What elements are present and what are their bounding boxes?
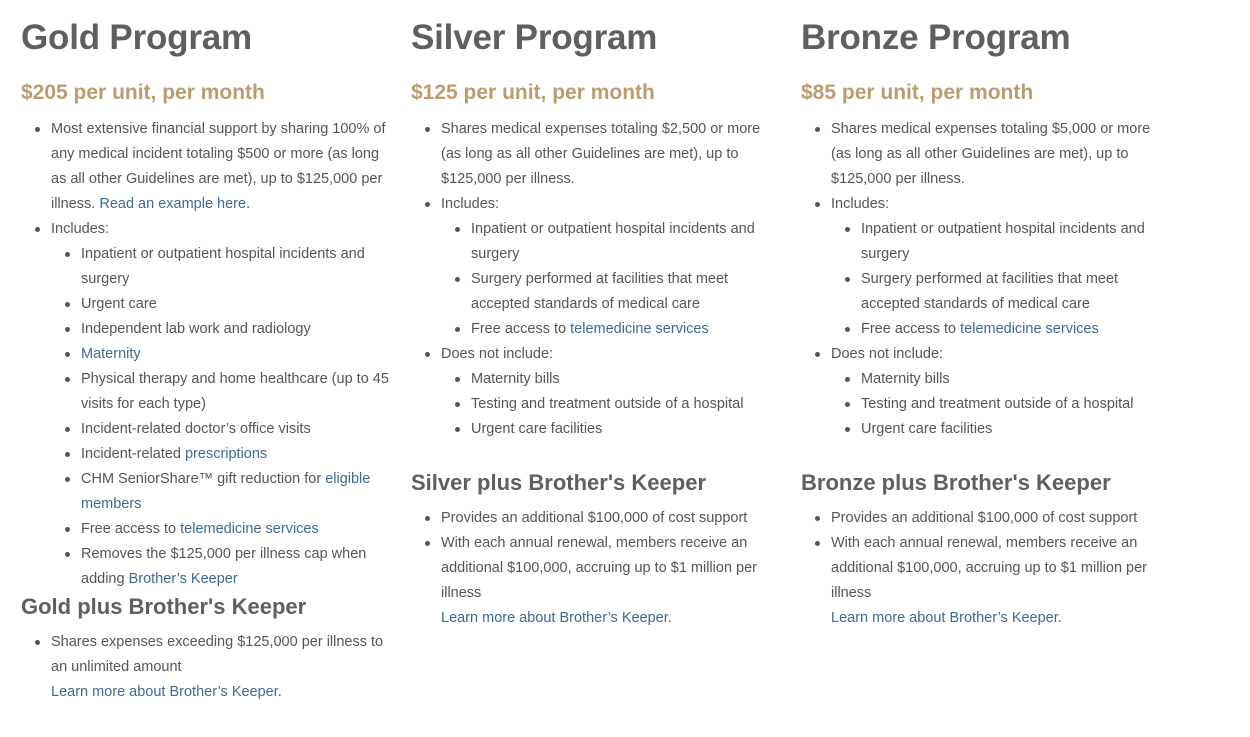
silver-bk-list (411, 506, 783, 631)
silver-include-inpatient: Inpatient or outpatient hospital incidents and surgery (471, 217, 783, 267)
silver-bk-item-1: Provides an additional $100,000 of cost support (441, 506, 783, 531)
gold-include-urgent-care: Urgent care (81, 292, 393, 317)
silver-bk-period: . (667, 610, 672, 626)
silver-exclude-testing: Testing and treatment outside of a hospital (471, 392, 783, 417)
silver-excludes-list (441, 367, 783, 442)
bronze-exclude-maternity: Maternity bills (861, 367, 1173, 392)
bronze-bk-list (801, 506, 1173, 631)
bronze-bk-item-2 (831, 531, 1173, 631)
silver-plus-bk-title: Silver plus Brother's Keeper (411, 470, 707, 495)
silver-bk-item-2 (441, 531, 783, 631)
bronze-include-telemedicine (861, 317, 1173, 342)
silver-program-title: Silver Program (411, 18, 658, 57)
gold-include-inpatient: Inpatient or outpatient hospital incidents and surgery (81, 242, 393, 292)
bronze-excludes-label: Does not include: (831, 346, 944, 362)
gold-include-doctor-visits: Incident-related doctor’s office visits (81, 417, 393, 442)
bronze-program-column (801, 14, 1173, 631)
bronze-program-title: Bronze Program (801, 18, 1071, 57)
silver-excludes-item (441, 342, 783, 442)
bronze-includes-label: Includes: (831, 196, 890, 212)
bronze-program-price: $85 per unit, per month (801, 81, 1034, 104)
bronze-exclude-testing: Testing and treatment outside of a hospital (861, 392, 1173, 417)
telemedicine-prefix: Free access to (81, 521, 181, 537)
maternity-link[interactable]: Maternity (81, 346, 141, 362)
bronze-support-item: Shares medical expenses totaling $5,000 or more (as long as all other Guidelines are met), up to $125,000 per illness. (831, 117, 1173, 192)
bronze-telemedicine-link[interactable]: telemedicine services (960, 321, 1099, 337)
silver-program-price: $125 per unit, per month (411, 81, 655, 104)
gold-include-lab: Independent lab work and radiology (81, 317, 393, 342)
prescriptions-prefix: Incident-related (81, 446, 185, 462)
gold-program-column (21, 14, 393, 705)
gold-feature-list (21, 117, 393, 592)
bronze-include-inpatient: Inpatient or outpatient hospital incidents and surgery (861, 217, 1173, 267)
silver-includes-label: Includes: (441, 196, 500, 212)
prescriptions-link[interactable]: prescriptions (184, 446, 268, 462)
gold-include-prescriptions (81, 442, 393, 467)
gold-program-price: $205 per unit, per month (21, 81, 265, 104)
silver-include-surgery: Surgery performed at facilities that meet accepted standards of medical care (471, 267, 783, 317)
gold-support-text: Most extensive financial support by sharing 100% of any medical incident totaling $500 or more (as long as all other Guidelines are met), up to $125,000 per illness. (51, 121, 386, 212)
bronze-excludes-list (831, 367, 1173, 442)
gold-example-link[interactable]: Read an example here (99, 196, 247, 212)
gold-telemedicine-link[interactable]: telemedicine services (180, 521, 319, 537)
silver-include-telemedicine (471, 317, 783, 342)
bronze-telemedicine-prefix: Free access to (861, 321, 961, 337)
gold-include-seniorshare (81, 467, 393, 517)
silver-includes-item (441, 192, 783, 342)
silver-telemedicine-prefix: Free access to (471, 321, 571, 337)
bronze-includes-list (831, 217, 1173, 342)
bronze-feature-list (801, 117, 1173, 442)
gold-includes-item (51, 217, 393, 592)
bronze-bk-item-1: Provides an additional $100,000 of cost support (831, 506, 1173, 531)
bronze-bk-item-2-text: With each annual renewal, members receive an additional $100,000, accruing up to $1 million per illness (831, 535, 1147, 601)
gold-include-physical-therapy: Physical therapy and home healthcare (up to 45 visits for each type) (81, 367, 393, 417)
silver-support-item: Shares medical expenses totaling $2,500 or more (as long as all other Guidelines are met), up to $125,000 per illness. (441, 117, 783, 192)
cap-removal-prefix: Removes the $125,000 per illness cap when adding (81, 546, 367, 587)
eligible-members-link[interactable]: eligible members (81, 471, 371, 512)
bronze-include-surgery: Surgery performed at facilities that meet accepted standards of medical care (861, 267, 1173, 317)
silver-program-column (411, 14, 783, 631)
silver-includes-list (441, 217, 783, 342)
silver-exclude-maternity: Maternity bills (471, 367, 783, 392)
gold-include-maternity (81, 342, 393, 367)
bronze-includes-item (831, 192, 1173, 342)
gold-bk-period: . (277, 684, 282, 700)
gold-bk-list (21, 630, 393, 705)
silver-bk-item-2-text: With each annual renewal, members receive an additional $100,000, accruing up to $1 million per illness (441, 535, 757, 601)
silver-feature-list (411, 117, 783, 442)
gold-bk-item (51, 630, 393, 705)
bronze-bk-period: . (1057, 610, 1062, 626)
bronze-plus-bk-title: Bronze plus Brother's Keeper (801, 470, 1111, 495)
silver-exclude-urgent-care: Urgent care facilities (471, 417, 783, 442)
silver-excludes-label: Does not include: (441, 346, 554, 362)
silver-telemedicine-link[interactable]: telemedicine services (570, 321, 709, 337)
gold-brothers-keeper-link[interactable]: Brother’s Keeper (128, 571, 238, 587)
gold-program-title: Gold Program (21, 18, 252, 57)
gold-includes-list (51, 242, 393, 592)
gold-plus-bk-title: Gold plus Brother's Keeper (21, 594, 307, 619)
silver-learn-more-bk-link[interactable]: Learn more about Brother’s Keeper (441, 610, 668, 626)
gold-include-telemedicine (81, 517, 393, 542)
gold-example-period: . (246, 196, 251, 212)
bronze-learn-more-bk-link[interactable]: Learn more about Brother’s Keeper (831, 610, 1058, 626)
gold-includes-label: Includes: (51, 221, 110, 237)
gold-bk-item-text: Shares expenses exceeding $125,000 per illness to an unlimited amount (51, 634, 384, 675)
gold-include-cap-removal (81, 542, 393, 592)
gold-learn-more-bk-link[interactable]: Learn more about Brother’s Keeper (51, 684, 278, 700)
bronze-exclude-urgent-care: Urgent care facilities (861, 417, 1173, 442)
bronze-excludes-item (831, 342, 1173, 442)
seniorshare-prefix: CHM SeniorShare™ gift reduction for (81, 471, 326, 487)
gold-support-item (51, 117, 393, 217)
